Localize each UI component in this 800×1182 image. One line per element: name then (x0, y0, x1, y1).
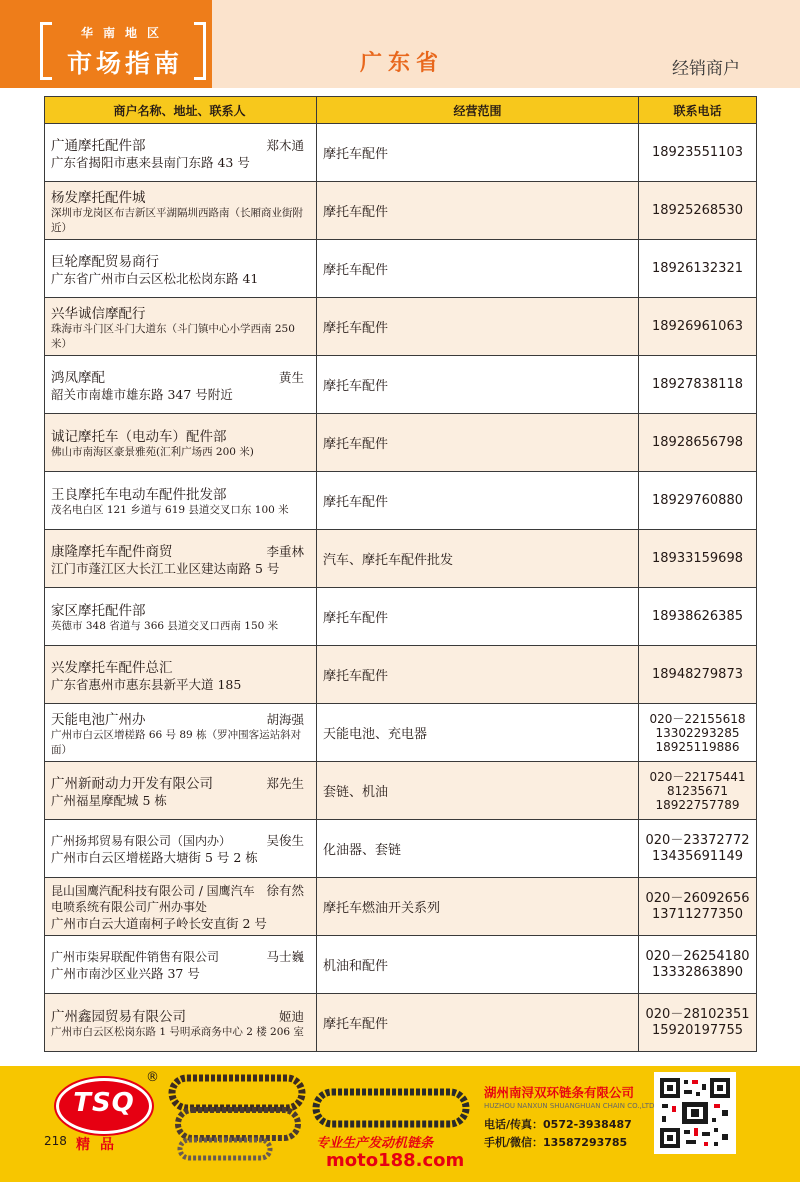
merchant-name-line (51, 656, 308, 676)
business-scope: 摩托车配件 (317, 472, 639, 530)
merchant-address: 广东省揭阳市惠来县南门东路 43 号 (51, 154, 250, 170)
merchant-name: 诚记摩托车（电动车）配件部 (51, 429, 227, 445)
table-row (45, 820, 757, 878)
chain-loop-2 (178, 1110, 298, 1138)
business-scope: 摩托车燃油开关系列 (317, 878, 639, 936)
phone-cell (639, 588, 757, 646)
merchant-address: 英德市 348 省道与 366 县道交叉口西南 150 米 (51, 620, 279, 632)
company-name: 湖州南浔双环链条有限公司 (484, 1085, 635, 1100)
merchant-cell (45, 356, 317, 414)
merchant-address: 广东省惠州市惠东县新平大道 185 (51, 676, 242, 692)
phone-cell (639, 646, 757, 704)
table-row (45, 936, 757, 994)
merchant-name: 天能电池广州办 (51, 711, 146, 728)
merchant-name-line (51, 425, 308, 445)
website-link[interactable]: moto188.com (326, 1150, 465, 1171)
phone-number[interactable]: 18948279873 (652, 666, 743, 682)
business-scope: 汽车、摩托车配件批发 (317, 530, 639, 588)
phone-number[interactable]: 020－28102351 (645, 1006, 750, 1022)
business-scope: 套链、机油 (317, 762, 639, 820)
phone-number[interactable]: 13332863890 (652, 964, 743, 980)
left-bracket (40, 22, 52, 80)
phone-cell (639, 530, 757, 588)
business-scope: 化油器、套链 (317, 820, 639, 878)
merchant-cell (45, 936, 317, 994)
brand-logo-text: TSQ (73, 1088, 135, 1118)
table-row (45, 472, 757, 530)
phone-number[interactable]: 18928656798 (652, 434, 743, 450)
table-row (45, 994, 757, 1052)
merchant-address: 广州市白云大道南柯子岭长安直街 2 号 (51, 915, 267, 931)
merchant-name: 王良摩托车电动车配件批发部 (51, 487, 227, 503)
merchant-name-line (51, 947, 308, 965)
phone-cell (639, 240, 757, 298)
phone-cell (639, 820, 757, 878)
phone-number[interactable]: 18926132321 (652, 260, 743, 276)
column-header-merchant: 商户名称、地址、联系人 (45, 97, 317, 124)
table-row (45, 878, 757, 936)
page-header (0, 0, 800, 88)
merchant-address: 广州市南沙区业兴路 37 号 (51, 965, 200, 981)
phone-number[interactable]: 15920197755 (652, 1022, 743, 1038)
merchant-contact: 徐有然 (266, 882, 304, 898)
business-scope: 摩托车配件 (317, 182, 639, 240)
merchant-contact: 黄生 (278, 369, 304, 385)
merchant-name: 康隆摩托车配件商贸 (51, 543, 173, 560)
qr-code-icon[interactable] (654, 1072, 736, 1154)
merchant-cell (45, 762, 317, 820)
phone-number[interactable]: 18933159698 (652, 550, 743, 566)
merchant-name: 兴发摩托车配件总汇 (51, 659, 173, 676)
phone-number[interactable]: 13302293285 (655, 725, 740, 740)
phone-number[interactable]: 18929760880 (652, 492, 743, 508)
table-row (45, 646, 757, 704)
merchant-name-line (51, 599, 308, 619)
table-row (45, 240, 757, 298)
page-number: 218 (44, 1134, 67, 1148)
phone-cell (639, 936, 757, 994)
merchant-address: 广东省广州市白云区松北松岗东路 41 (51, 270, 259, 286)
merchant-name-line (51, 302, 308, 322)
merchant-contact: 吴俊生 (266, 832, 304, 848)
merchant-name: 家区摩托配件部 (51, 603, 146, 619)
merchant-cell (45, 414, 317, 472)
column-header-phone: 联系电话 (639, 97, 757, 124)
merchant-name-line (51, 250, 308, 270)
phone-number[interactable]: 020－23372772 (645, 832, 750, 848)
business-scope: 摩托车配件 (317, 994, 639, 1052)
merchant-name: 广州扬邦贸易有限公司（国内办） (51, 833, 232, 848)
merchant-cell (45, 588, 317, 646)
merchant-name: 广州新耐动力开发有限公司 (51, 775, 213, 792)
column-header-scope: 经营范围 (317, 97, 639, 124)
merchant-contact: 胡海强 (266, 711, 304, 727)
table-row (45, 414, 757, 472)
table-row (45, 588, 757, 646)
business-scope: 机油和配件 (317, 936, 639, 994)
merchant-cell (45, 994, 317, 1052)
merchant-address: 广州福星摩配城 5 栋 (51, 792, 167, 808)
merchant-name-line (51, 540, 308, 560)
phone-cell (639, 878, 757, 936)
phone-number[interactable]: 81235671 (666, 783, 729, 798)
merchant-contact: 郑木通 (266, 137, 304, 153)
business-scope: 摩托车配件 (317, 356, 639, 414)
merchant-address: 深圳市龙岗区布吉新区平湖隔圳西路南（长厢商业街附近） (51, 206, 303, 234)
phone-cell (639, 762, 757, 820)
merchant-address: 茂名电白区 121 乡道与 619 县道交叉口东 100 米 (51, 504, 289, 516)
phone-number[interactable]: 020－26092656 (645, 890, 750, 906)
merchant-name: 鸿凤摩配 (51, 369, 105, 386)
phone-number[interactable]: 020－22175441 (649, 769, 746, 784)
merchant-name: 杨发摩托配件城 (51, 189, 146, 206)
phone-number[interactable]: 18925119886 (655, 739, 740, 754)
merchant-name: 兴华诚信摩配行 (51, 305, 146, 322)
region-subtitle: 华南地区 (80, 26, 169, 40)
company-english-name: HUZHOU NANXUN SHUANGHUAN CHAIN CO.,LTD. (484, 1102, 657, 1110)
phone-number[interactable]: 18925268530 (652, 202, 743, 218)
merchant-cell (45, 298, 317, 356)
phone-number[interactable]: 020－26254180 (645, 948, 750, 964)
phone-cell (639, 182, 757, 240)
merchant-contact: 李重林 (266, 543, 304, 559)
chain-loop-1 (172, 1078, 302, 1108)
dealer-table (44, 96, 757, 1052)
merchant-cell (45, 472, 317, 530)
merchant-name-line (51, 134, 308, 154)
merchant-contact: 马士巍 (266, 948, 304, 964)
merchant-name-line (51, 366, 308, 386)
merchant-name: 广州鑫园贸易有限公司 (51, 1009, 186, 1025)
business-scope: 摩托车配件 (317, 298, 639, 356)
merchant-cell (45, 240, 317, 298)
phone-cell (639, 414, 757, 472)
merchant-name: 昆山国鹰汽配科技有限公司 / 国鹰汽车电喷系统有限公司广州办事处 (51, 883, 255, 914)
table-row (45, 704, 757, 762)
table-header-row (45, 97, 757, 124)
merchant-address: 广州市白云区增槎路 66 号 89 栋（罗冲围客运站斜对面） (51, 728, 302, 756)
quality-label: 精品 (76, 1137, 124, 1153)
phone-cell (639, 472, 757, 530)
merchant-address: 江门市蓬江区大长江工业区建达南路 5 号 (51, 560, 280, 576)
merchant-cell (45, 530, 317, 588)
merchant-name: 巨轮摩配贸易商行 (51, 253, 159, 270)
dealer-table-body (45, 124, 757, 1052)
phone-cell (639, 356, 757, 414)
phone-number[interactable]: 13435691149 (652, 848, 743, 864)
business-scope: 天能电池、充电器 (317, 704, 639, 762)
section-tab (0, 0, 212, 88)
business-scope: 摩托车配件 (317, 240, 639, 298)
merchant-cell (45, 878, 317, 936)
merchant-address: 韶关市南雄市雄东路 347 号附近 (51, 386, 233, 402)
slogan: 专业生产发动机链条 (316, 1136, 434, 1151)
company-mobile: 手机/微信：13587293785 (484, 1136, 628, 1149)
phone-number[interactable]: 13711277350 (652, 906, 743, 922)
merchant-name: 广通摩托配件部 (51, 137, 146, 154)
merchant-name-line (51, 772, 308, 792)
merchant-name-line (51, 186, 308, 206)
chain-loop-3 (316, 1092, 466, 1124)
table-row (45, 124, 757, 182)
merchant-cell (45, 820, 317, 878)
merchant-name-line (51, 881, 308, 915)
merchant-address: 珠海市斗门区斗门大道东（斗门镇中心小学西南 250 米） (51, 322, 295, 350)
merchant-name-line (51, 1005, 308, 1025)
merchant-name-line (51, 708, 308, 728)
phone-cell (639, 994, 757, 1052)
merchant-address: 广州市白云区松岗东路 1 号明承商务中心 2 楼 206 室 (51, 1026, 304, 1038)
phone-number[interactable]: 18926961063 (652, 318, 743, 334)
phone-number[interactable]: 18927838118 (652, 376, 743, 392)
company-telephone: 电话/传真：0572-3938487 (484, 1118, 632, 1131)
table-row (45, 530, 757, 588)
business-scope: 摩托车配件 (317, 646, 639, 704)
merchant-cell (45, 182, 317, 240)
phone-number[interactable]: 18923551103 (652, 144, 743, 160)
province-title: 广东省 (360, 51, 445, 76)
phone-cell (639, 124, 757, 182)
merchant-cell (45, 646, 317, 704)
merchant-address: 佛山市南海区豪景雅苑(汇利广场西 200 米) (51, 446, 254, 458)
business-scope: 摩托车配件 (317, 124, 639, 182)
business-scope: 摩托车配件 (317, 414, 639, 472)
phone-cell (639, 298, 757, 356)
phone-number[interactable]: 020－22155618 (649, 711, 746, 726)
phone-cell (639, 704, 757, 762)
merchant-name: 广州市柒昇联配件销售有限公司 (51, 949, 220, 964)
table-row (45, 182, 757, 240)
merchant-cell (45, 124, 317, 182)
merchant-name-line (51, 831, 308, 849)
chain-loop-4 (180, 1140, 270, 1158)
registered-mark: ® (146, 1070, 159, 1085)
section-title: 市场指南 (66, 49, 183, 78)
table-row (45, 762, 757, 820)
merchant-address: 广州市白云区增槎路大塘街 5 号 2 栋 (51, 849, 258, 865)
merchant-cell (45, 704, 317, 762)
phone-number[interactable]: 18922757789 (655, 797, 740, 812)
category-label: 经销商户 (672, 59, 740, 79)
table-row (45, 356, 757, 414)
merchant-contact: 姬迪 (278, 1009, 304, 1024)
merchant-contact: 郑先生 (266, 775, 304, 791)
business-scope: 摩托车配件 (317, 588, 639, 646)
phone-number[interactable]: 18938626385 (652, 608, 743, 624)
merchant-name-line (51, 483, 308, 503)
table-row (45, 298, 757, 356)
